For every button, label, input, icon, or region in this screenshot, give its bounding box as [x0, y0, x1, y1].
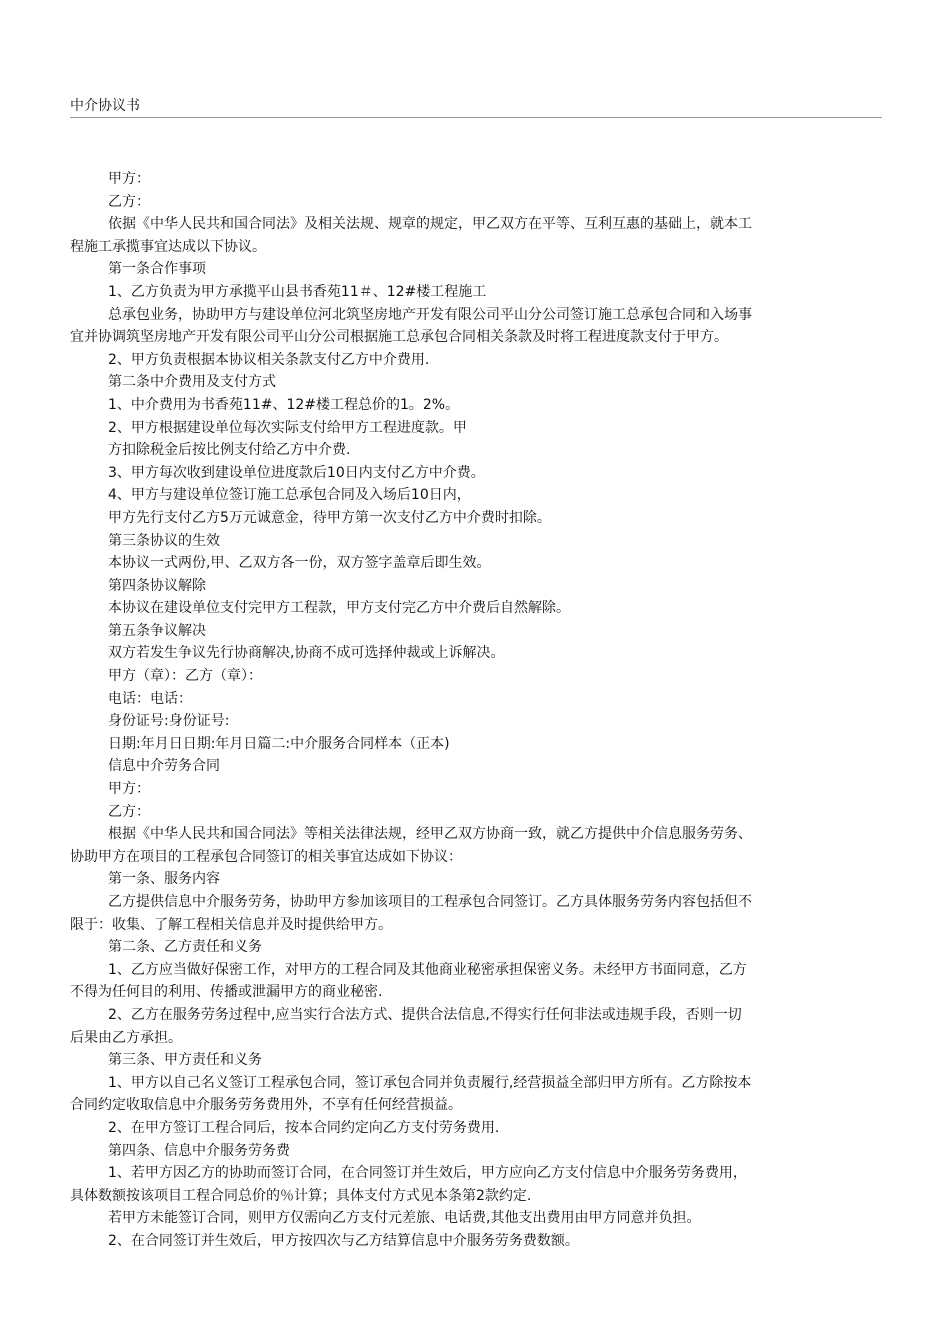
paragraph-line: 1、若甲方因乙方的协助而签订合同，在合同签订并生效后，甲方应向乙方支付信息中介服务劳务费用，: [108, 1165, 747, 1182]
paragraph-line: 甲方先行支付乙方5万元诚意金，待甲方第一次支付乙方中介费时扣除。: [108, 509, 551, 526]
paragraph-line: 3、甲方每次收到建设单位进度款后10日内支付乙方中介费。: [108, 464, 485, 481]
paragraph-line: 第一条合作事项: [108, 261, 206, 278]
paragraph-line: 第四条、信息中介服务劳务费: [108, 1142, 290, 1159]
paragraph-line: 程施工承揽事宜达成以下协议。: [70, 238, 266, 255]
paragraph-line: 2、在甲方签订工程合同后，按本合同约定向乙方支付劳务费用.: [108, 1119, 500, 1136]
paragraph-line: 具体数额按该项目工程合同总价的％计算；具体支付方式见本条第2款约定.: [70, 1187, 532, 1204]
document-body: [70, 168, 882, 1253]
paragraph-line: 若甲方未能签订合同，则甲方仅需向乙方支付元差旅、电话费,其他支出费用由甲方同意并负担。: [108, 1210, 701, 1227]
paragraph-line: 第二条中介费用及支付方式: [108, 374, 276, 391]
paragraph-line: 根据《中华人民共和国合同法》等相关法律法规，经甲乙双方协商一致，就乙方提供中介信息服务劳务、: [108, 826, 752, 843]
paragraph-line: 总承包业务，协助甲方与建设单位河北筑坚房地产开发有限公司平山分公司签订施工总承包合同和入场事: [108, 306, 752, 323]
paragraph-line: 1、乙方负责为甲方承揽平山县书香苑11＃、12#楼工程施工: [108, 283, 487, 300]
paragraph-line: 2、乙方在服务劳务过程中,应当实行合法方式、提供合法信息,不得实行任何非法或违规手段，否则一切: [108, 1006, 742, 1023]
paragraph-line: 身份证号:身份证号:: [108, 713, 230, 730]
paragraph-line: 2、在合同签订并生效后，甲方按四次与乙方结算信息中介服务劳务费数额。: [108, 1232, 579, 1249]
paragraph-line: 第三条、甲方责任和义务: [108, 1052, 262, 1069]
paragraph-line: 甲方：: [108, 171, 150, 187]
paragraph-line: 日期:年月日日期:年月日篇二:中介服务合同样本（正本): [108, 735, 450, 752]
paragraph-line: 第四条协议解除: [108, 577, 206, 594]
paragraph-line: 1、甲方以自己名义签订工程承包合同，签订承包合同并负责履行,经营损益全部归甲方所有。乙方除按本: [108, 1074, 752, 1091]
paragraph-line: 第一条、服务内容: [108, 871, 220, 888]
paragraph-line: 电话：电话：: [108, 690, 192, 707]
paragraph-line: 方扣除税金后按比例支付给乙方中介费.: [108, 442, 351, 459]
paragraph-line: 2、甲方根据建设单位每次实际支付给甲方工程进度款。甲: [108, 419, 467, 436]
paragraph-line: 1、乙方应当做好保密工作，对甲方的工程合同及其他商业秘密承担保密义务。未经甲方书面同意，乙方: [108, 961, 747, 978]
paragraph-line: 双方若发生争议先行协商解决,协商不成可选择仲裁或上诉解决。: [108, 645, 505, 662]
paragraph-line: 第五条争议解决: [108, 622, 206, 639]
paragraph-line: 1、中介费用为书香苑11#、12#楼工程总价的1。2%。: [108, 396, 460, 413]
paragraph-line: 第三条协议的生效: [108, 532, 220, 549]
paragraph-line: 2、甲方负责根据本协议相关条款支付乙方中介费用.: [108, 351, 430, 368]
paragraph-line: 第二条、乙方责任和义务: [108, 939, 262, 956]
paragraph-line: 本协议一式两份,甲、乙双方各一份，双方签字盖章后即生效。: [108, 555, 491, 572]
paragraph-line: 甲方：: [108, 781, 150, 798]
header-title: 中介协议书: [70, 98, 140, 114]
paragraph-line: 依据《中华人民共和国合同法》及相关法规、规章的规定，甲乙双方在平等、互利互惠的基础上，就本工: [108, 216, 752, 233]
paragraph-line: 宜并协调筑坚房地产开发有限公司平山分公司根据施工总承包合同相关条款及时将工程进度款支付于甲方。: [70, 329, 728, 346]
paragraph-line: 乙方：: [108, 193, 150, 210]
paragraph-line: 不得为任何目的利用、传播或泄漏甲方的商业秘密.: [70, 984, 383, 1001]
paragraph-line: 乙方提供信息中介服务劳务，协助甲方参加该项目的工程承包合同签订。乙方具体服务劳务内容包括但不: [108, 894, 752, 910]
paragraph-line: 合同约定收取信息中介服务劳务费用外，不享有任何经营损益。: [70, 1097, 462, 1114]
paragraph-line: 后果由乙方承担。: [70, 1029, 182, 1046]
page-header: [70, 97, 882, 118]
paragraph-line: 甲方（章）：乙方（章）：: [108, 668, 262, 685]
paragraph-line: 本协议在建设单位支付完甲方工程款，甲方支付完乙方中介费后自然解除。: [108, 600, 570, 617]
paragraph-line: 信息中介劳务合同: [108, 758, 220, 775]
paragraph-line: 协助甲方在项目的工程承包合同签订的相关事宜达成如下协议：: [70, 848, 462, 865]
paragraph-line: 乙方：: [108, 803, 150, 820]
paragraph-line: 4、甲方与建设单位签订施工总承包合同及入场后10日内，: [108, 487, 471, 504]
paragraph-line: 限于：收集、了解工程相关信息并及时提供给甲方。: [70, 916, 392, 933]
